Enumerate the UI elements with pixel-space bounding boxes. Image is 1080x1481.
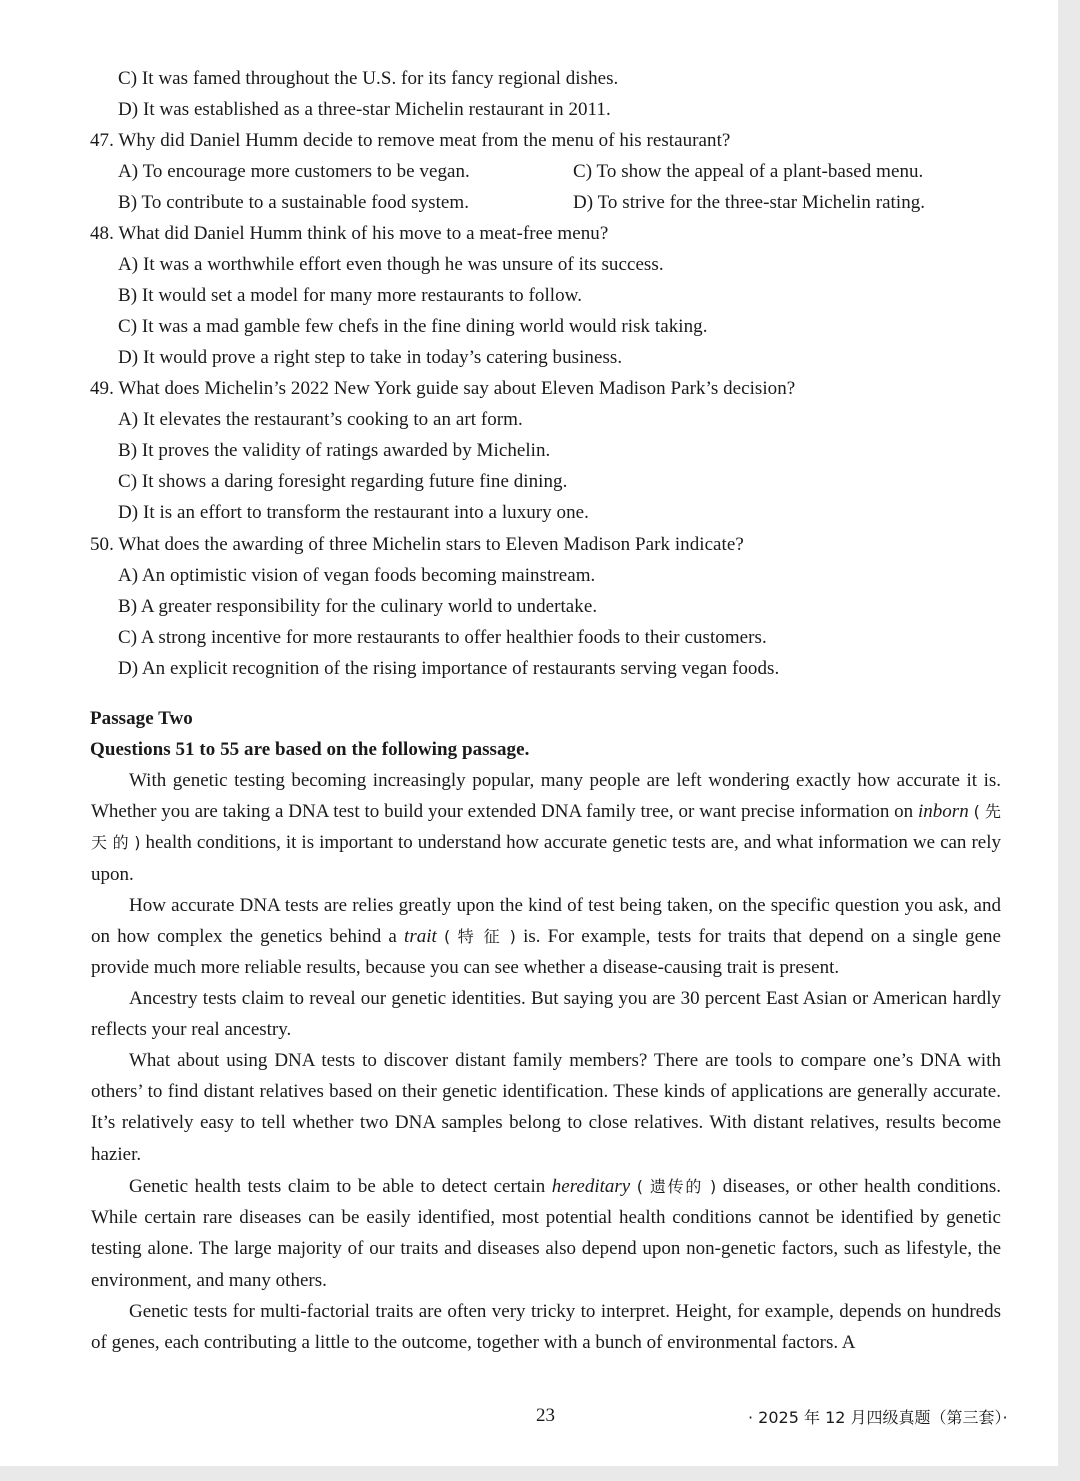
page-number: 23 [536,1405,555,1426]
p5-term: hereditary [551,1176,631,1197]
q47-question: 47. Why did Daniel Humm decide to remove meat from the menu of his restaurant? [90,130,731,151]
p1-term: inborn [918,801,969,823]
q48-option-c: C) It was a mad gamble few chefs in the fine dining world would risk taking. [118,316,708,337]
q50-option-b: B) A greater responsibility for the culinary world to undertake. [118,596,598,617]
p2-text-after: is. For example, tests for traits that depend on a single gene provide much more reliable results, because you can see whether a disease-causing trait is present. [91,926,1001,979]
q46-option-d: D) It was established as a three-star Michelin restaurant in 2011. [118,99,611,120]
passage-paragraph-4: What about using DNA tests to discover distant family members? There are tools to compare one’s DNA with others’ to find distant relatives based on their genetic identification. These kinds of applications are generally accurate. It’s relatively easy to tell whether two DNA samples belong to close relatives. With distant relatives, results become hazier. [91,1050,1001,1165]
q48-question: 48. What did Daniel Humm think of his move to a meat-free menu? [90,223,609,244]
q50-option-d: D) An explicit recognition of the rising importance of restaurants serving vegan foods. [118,658,780,679]
p2-text-before: How accurate DNA tests are relies greatly upon the kind of test being taken, on the specific question you ask, and on how complex the genetics behind a [91,895,1001,948]
p5-text-before: Genetic health tests claim to be able to detect certain [129,1176,552,1197]
p1-text-before: With genetic testing becoming increasingly popular, many people are left wondering exactly how accurate it is. Whether you are taking a DNA test to build your extended DNA family tree, or want precise information on [91,770,1001,823]
q48-option-b: B) It would set a model for many more restaurants to follow. [118,285,582,306]
passage-paragraph-2 [91,890,1001,984]
q49-option-b: B) It proves the validity of ratings awarded by Michelin. [118,440,551,461]
q49-option-a: A) It elevates the restaurant’s cooking to an art form. [118,409,523,430]
q47-option-a: A) To encourage more customers to be vegan. [118,161,470,182]
q50-option-c: C) A strong incentive for more restaurants to offer healthier foods to their customers. [118,627,767,648]
p1-gloss: ( 先 天 的 ) [91,802,1002,853]
passage-paragraph-1 [91,765,1001,890]
exam-title-footer: · 2025 年 12 月四级真题（第三套）· [748,1408,1008,1427]
q48-option-d: D) It would prove a right step to take in today’s catering business. [118,347,623,368]
passage-subheading: Questions 51 to 55 are based on the following passage. [90,739,530,760]
passage-heading: Passage Two [90,708,193,729]
q48-option-a: A) It was a worthwhile effort even though he was unsure of its success. [118,254,664,275]
q50-question: 50. What does the awarding of three Michelin stars to Eleven Madison Park indicate? [90,534,744,555]
p1-text-after: health conditions, it is important to understand how accurate genetic tests are, and what information we can rely upon. [91,832,1001,885]
p5-text-after: diseases, or other health conditions. While certain rare diseases can be easily identified, most potential health conditions cannot be identified by genetic testing alone. The large majority of our traits and diseases also depend upon non-genetic factors, such as lifestyle, the environment, and many others. [91,1176,1001,1291]
passage-paragraph-3: Ancestry tests claim to reveal our genetic identities. But saying you are 30 percent East Asian or American hardly reflects your real ancestry. [91,988,1001,1041]
p2-term: trait [404,926,437,948]
q47-option-c: C) To show the appeal of a plant-based menu. [573,161,924,182]
q49-option-d: D) It is an effort to transform the restaurant into a luxury one. [118,502,589,523]
q49-question: 49. What does Michelin’s 2022 New York guide say about Eleven Madison Park’s decision? [90,378,796,399]
q47-option-b: B) To contribute to a sustainable food system. [118,192,470,213]
p5-gloss: ( 遗传的 ) [636,1177,717,1196]
q50-option-a: A) An optimistic vision of vegan foods becoming mainstream. [118,565,596,586]
q49-option-c: C) It shows a daring foresight regarding future fine dining. [118,471,568,492]
p2-gloss: ( 特 征 ) [443,927,516,947]
q47-option-d: D) To strive for the three-star Michelin rating. [573,192,926,213]
q46-option-c: C) It was famed throughout the U.S. for its fancy regional dishes. [118,68,619,89]
passage-paragraph-5 [91,1171,1001,1296]
passage-paragraph-6: Genetic tests for multi-factorial traits are often very tricky to interpret. Height, for example, depends on hundreds of genes, each contributing a little to the outcome, together with a bunch of environmental factors. A [91,1301,1001,1354]
